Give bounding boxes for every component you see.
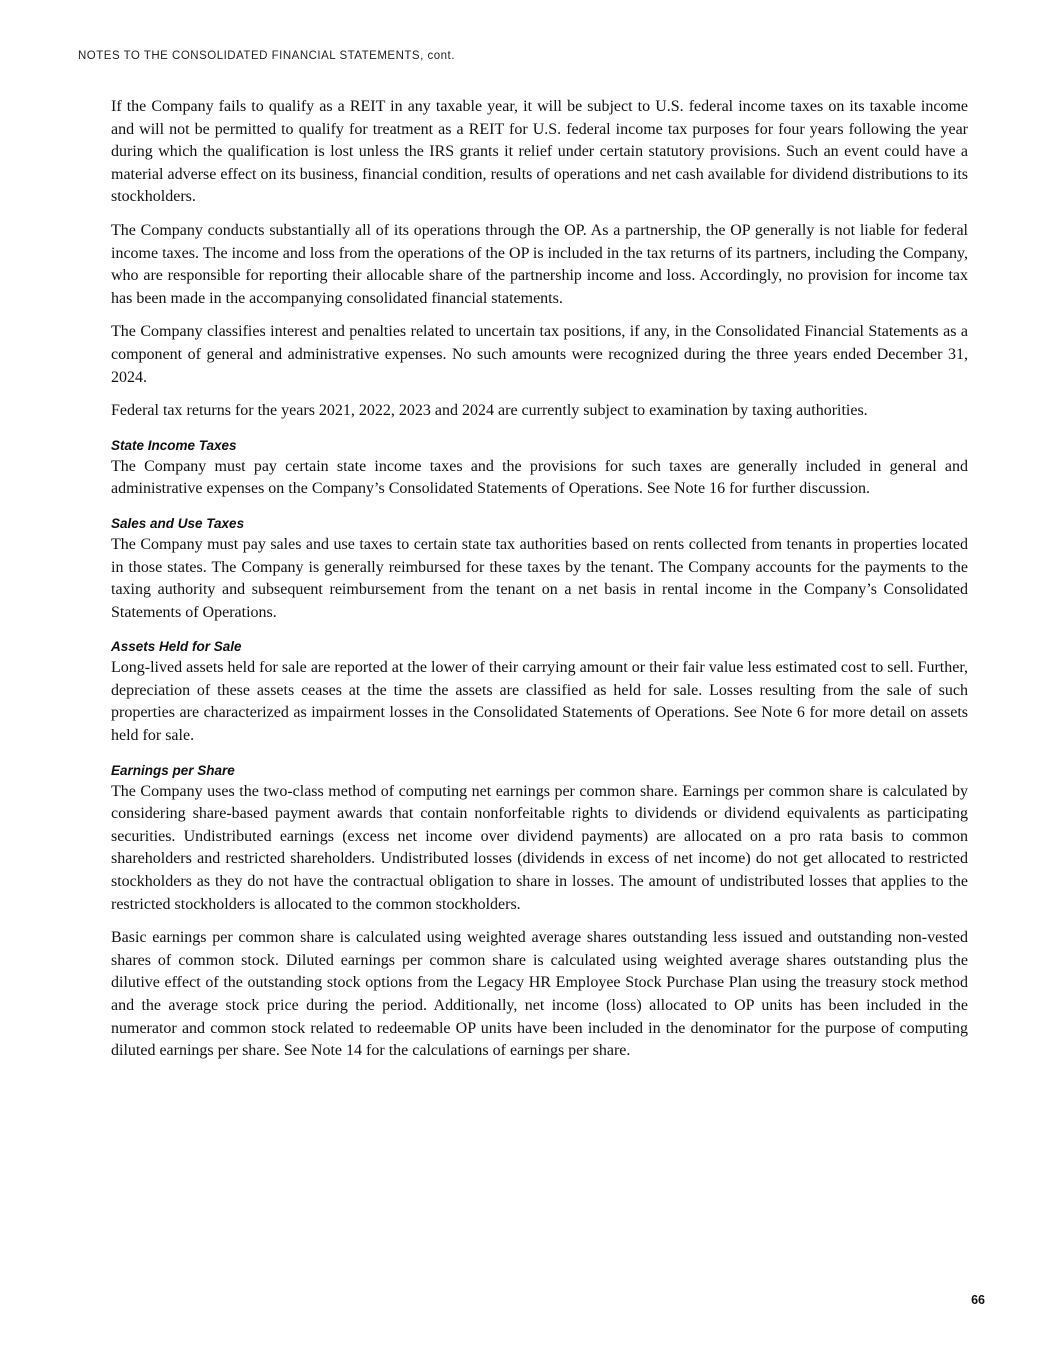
document-content (111, 96, 968, 1074)
intro-paragraph-1: If the Company fails to qualify as a REIT in any taxable year, it will be subject to U.S. federal income taxes on its taxable income and will not be permitted to qualify for treatment as a REIT for U.S. federal income tax purposes for four years following the year during which the qualification is lost unless the IRS grants it relief under certain statutory provisions. Such an event could have a material adverse effect on its business, financial condition, results of operations and net cash available for dividend distributions to its stockholders. (111, 98, 968, 206)
section-sales-and-use-taxes (111, 516, 968, 624)
section-heading-sales-and-use-taxes: Sales and Use Taxes (111, 515, 245, 531)
section-heading-assets-held-for-sale: Assets Held for Sale (111, 639, 242, 655)
intro-paragraph-4: Federal tax returns for the years 2021, 2022, 2023 and 2024 are currently subject to examination by taxing authorities. (111, 402, 868, 420)
section-paragraph: The Company uses the two-class method of computing net earnings per common share. Earnings per common share is calculated by considering share-based payment awards that contain nonforfeitable rights to dividends or dividend equivalents as participating securities. Undistributed earnings (excess net income over dividend payments) are allocated on a pro rata basis to common shareholders and restricted shareholders. Undistributed losses (dividends in excess of net income) do not get allocated to restricted stockholders as they do not have the contractual obligation to share in losses. The amount of undistributed losses that applies to the restricted stockholders is allocated to the common stockholders. (111, 782, 968, 913)
section-paragraph: Basic earnings per common share is calculated using weighted average shares outstanding less issued and outstanding non-vested shares of common stock. Diluted earnings per common share is calculated using weighted average shares outstanding plus the dilutive effect of the outstanding stock options from the Legacy HR Employee Stock Purchase Plan using the treasury stock method and the average stock price during the period. Additionally, net income (loss) allocated to OP units has been included in the numerator and common stock related to redeemable OP units have been included in the denominator for the purpose of computing diluted earnings per share. See Note 14 for the calculations of earnings per share. (111, 929, 968, 1060)
section-state-income-taxes (111, 438, 968, 501)
intro-paragraph-2: The Company conducts substantially all of its operations through the OP. As a partnership, the OP generally is not liable for federal income taxes. The income and loss from the operations of the OP is included in the tax returns of its partners, including the Company, who are responsible for reporting their allocable share of the partnership income and loss. Accordingly, no provision for income tax has been made in the accompanying consolidated financial statements. (111, 221, 968, 307)
section-paragraph: Long-lived assets held for sale are reported at the lower of their carrying amount or their fair value less estimated cost to sell. Further, depreciation of these assets ceases at the time the assets are classified as held for sale. Losses resulting from the sale of such properties are characterized as impairment losses in the Consolidated Statements of Operations. See Note 6 for more detail on assets held for sale. (111, 659, 968, 745)
page-header: NOTES TO THE CONSOLIDATED FINANCIAL STATEMENTS, cont. (78, 50, 455, 62)
section-heading-state-income-taxes: State Income Taxes (111, 437, 237, 453)
section-assets-held-for-sale (111, 639, 968, 747)
section-paragraph: The Company must pay certain state income taxes and the provisions for such taxes are generally included in general and administrative expenses on the Company’s Consolidated Statements of Operations. See Note 16 for further discussion. (111, 457, 968, 498)
section-earnings-per-share (111, 763, 968, 1063)
section-heading-earnings-per-share: Earnings per Share (111, 762, 235, 778)
section-paragraph: The Company must pay sales and use taxes to certain state tax authorities based on rents collected from tenants in properties located in those states. The Company is generally reimbursed for these taxes by the tenant. The Company accounts for the payments to the taxing authority and subsequent reimbursement from the tenant on a net basis in rental income in the Company’s Consolidated Statements of Operations. (111, 535, 968, 621)
intro-paragraph-3: The Company classifies interest and penalties related to uncertain tax positions, if any, in the Consolidated Financial Statements as a component of general and administrative expenses. No such amounts were recognized during the three years ended December 31, 2024. (111, 323, 968, 386)
page-number: 66 (971, 1293, 985, 1307)
